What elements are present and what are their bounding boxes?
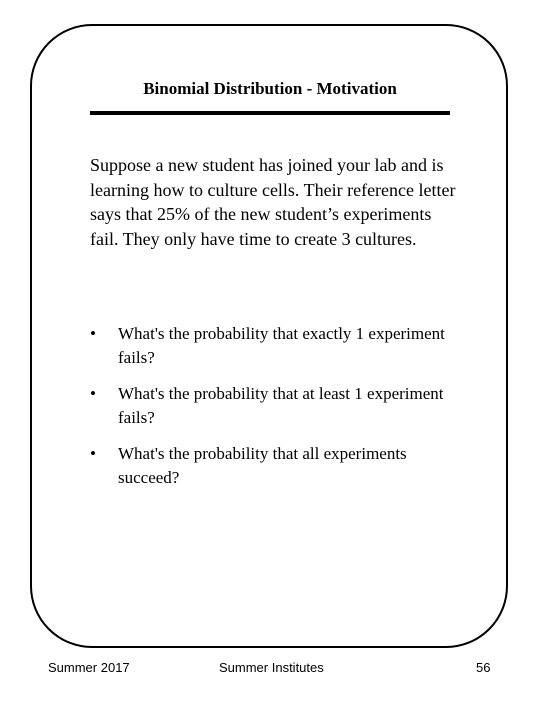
page-number: 56	[476, 660, 491, 675]
slide-title: Binomial Distribution - Motivation	[143, 79, 397, 98]
question-list	[90, 322, 450, 502]
list-item	[90, 322, 450, 370]
list-item	[90, 442, 450, 490]
footer-event: Summer Institutes	[219, 660, 324, 675]
question-text: What's the probability that at least 1 experiment fails?	[118, 384, 444, 427]
intro-paragraph: Suppose a new student has joined your lab and is learning how to culture cells. Their reference letter says that 25% of the new student’s experiments fail. They only have time to create 3 cultures.	[90, 155, 456, 249]
footer-date: Summer 2017	[48, 660, 130, 675]
question-text: What's the probability that all experiments succeed?	[118, 444, 407, 487]
bullet-dot-icon: •	[90, 324, 96, 343]
title-underline	[90, 111, 450, 115]
list-item	[90, 382, 450, 430]
bullet-dot-icon: •	[90, 444, 96, 463]
bullet-dot-icon: •	[90, 384, 96, 403]
question-text: What's the probability that exactly 1 experiment fails?	[118, 324, 445, 367]
